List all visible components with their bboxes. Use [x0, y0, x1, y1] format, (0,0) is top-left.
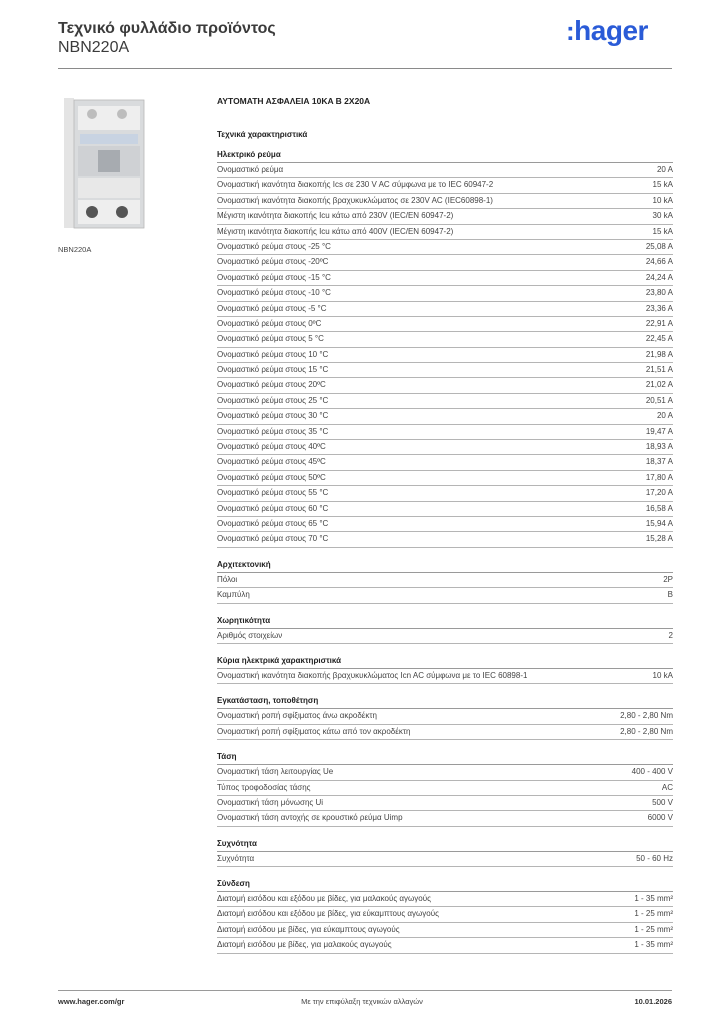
spec-label: Ονομαστικό ρεύμα στους -15 °C	[217, 272, 331, 282]
footer-date: 10.01.2026	[634, 997, 672, 1006]
spec-value: 1 - 25 mm²	[634, 909, 673, 919]
spec-row	[217, 255, 673, 270]
product-code: NBN220A	[58, 39, 130, 56]
spec-value: 50 - 60 Hz	[636, 853, 673, 863]
spec-label: Αριθμός στοιχείων	[217, 630, 283, 640]
spec-value: 15,28 A	[645, 534, 673, 544]
spec-row	[217, 302, 673, 317]
spec-value: 10 kA	[652, 195, 673, 205]
spec-row	[217, 725, 673, 740]
spec-label: Ονομαστικό ρεύμα στους 65 °C	[217, 518, 329, 528]
section-title: Ηλεκτρικό ρεύμα	[217, 148, 673, 163]
spec-label: Ονομαστική ροπή σφίξιματος κάτω από τον ακροδέκτη	[217, 726, 411, 736]
spec-label: Ονομαστικό ρεύμα στους 10 °C	[217, 349, 329, 359]
spec-value: 16,58 A	[645, 503, 673, 513]
section-title: Εγκατάσταση, τοποθέτηση	[217, 694, 673, 709]
spec-value: 20 A	[656, 411, 673, 421]
spec-section	[217, 750, 673, 827]
footer-divider	[58, 990, 672, 991]
spec-label: Ονομαστικό ρεύμα στους 45ºC	[217, 457, 326, 467]
spec-row	[217, 209, 673, 224]
spec-label: Ονομαστικό ρεύμα στους -10 °C	[217, 288, 331, 298]
spec-row	[217, 938, 673, 953]
spec-section	[217, 614, 673, 644]
spec-value: 21,02 A	[645, 380, 673, 390]
spec-value: 18,37 A	[645, 457, 673, 467]
spec-row	[217, 669, 673, 684]
spec-value: 6000 V	[647, 813, 673, 823]
spec-label: Ονομαστικό ρεύμα στους 55 °C	[217, 488, 329, 498]
section-title: Τάση	[217, 750, 673, 765]
spec-value: 2P	[663, 574, 673, 584]
spec-row	[217, 225, 673, 240]
spec-row	[217, 796, 673, 811]
spec-label: Ονομαστικό ρεύμα στους 20ºC	[217, 380, 326, 390]
spec-label: Ονομαστικό ρεύμα στους 70 °C	[217, 534, 329, 544]
spec-value: 24,66 A	[645, 257, 673, 267]
spec-section	[217, 694, 673, 740]
spec-value: 1 - 35 mm²	[634, 940, 673, 950]
product-photo	[58, 96, 200, 236]
spec-value: 21,98 A	[645, 349, 673, 359]
spec-label: Ονομαστικό ρεύμα στους -20ºC	[217, 257, 329, 267]
spec-row	[217, 517, 673, 532]
spec-value: 18,93 A	[645, 442, 673, 452]
spec-value: B	[667, 590, 673, 600]
spec-row	[217, 348, 673, 363]
spec-value: 22,91 A	[645, 318, 673, 328]
spec-row	[217, 378, 673, 393]
spec-row	[217, 629, 673, 644]
spec-value: 2	[668, 630, 673, 640]
spec-value: 10 kA	[652, 670, 673, 680]
product-title: ΑΥΤΟΜΑΤΗ ΑΣΦΑΛΕΙΑ 10KA Β 2Χ20Α	[217, 96, 371, 106]
document-title: Τεχνικό φυλλάδιο προϊόντος	[58, 20, 276, 37]
spec-row	[217, 363, 673, 378]
spec-row	[217, 486, 673, 501]
spec-row	[217, 573, 673, 588]
spec-value: 23,36 A	[645, 303, 673, 313]
spec-row	[217, 811, 673, 826]
spec-value: 24,24 A	[645, 272, 673, 282]
spec-section	[217, 837, 673, 867]
spec-value: 15 kA	[652, 180, 673, 190]
spec-label: Ονομαστική τάση λειτουργίας Ue	[217, 767, 334, 777]
spec-label: Ονομαστικό ρεύμα στους 30 °C	[217, 411, 329, 421]
spec-label: Ονομαστική τάση αντοχής σε κρουστικό ρεύμα Uimp	[217, 813, 403, 823]
spec-label: Ονομαστική τάση μόνωσης Ui	[217, 797, 324, 807]
section-title: Συχνότητα	[217, 837, 673, 852]
spec-label: Ονομαστική ικανότητα διακοπής Ics σε 230 V AC σύμφωνα με το IEC 60947-2	[217, 180, 494, 190]
spec-row	[217, 532, 673, 547]
spec-label: Ονομαστικό ρεύμα στους 40ºC	[217, 442, 326, 452]
spec-value: 500 V	[652, 797, 673, 807]
spec-label: Ονομαστικό ρεύμα στους 0ºC	[217, 318, 322, 328]
spec-row	[217, 394, 673, 409]
spec-label: Ονομαστικό ρεύμα στους -5 °C	[217, 303, 327, 313]
spec-row	[217, 317, 673, 332]
spec-row	[217, 332, 673, 347]
spec-value: 22,45 A	[645, 334, 673, 344]
spec-label: Πόλοι	[217, 574, 238, 584]
spec-label: Διατομή εισόδου με βίδες, για εύκαμπτους αγωγούς	[217, 924, 400, 934]
spec-value: 20 A	[656, 165, 673, 174]
spec-label: Ονομαστικό ρεύμα στους 15 °C	[217, 365, 329, 375]
spec-label: Καμπύλη	[217, 590, 250, 600]
spec-value: 2,80 - 2,80 Nm	[620, 726, 673, 736]
spec-label: Μέγιστη ικανότητα διακοπής Icu κάτω από 400V (IEC/EN 60947-2)	[217, 226, 454, 236]
spec-label: Διατομή εισόδου με βίδες, για μαλακούς αγωγούς	[217, 940, 392, 950]
spec-row	[217, 923, 673, 938]
spec-row	[217, 765, 673, 780]
footer-note: Με την επιφύλαξη τεχνικών αλλαγών	[301, 997, 423, 1006]
spec-row	[217, 781, 673, 796]
spec-row	[217, 471, 673, 486]
spec-value: 15 kA	[652, 226, 673, 236]
section-title: Κύρια ηλεκτρικά χαρακτηριστικά	[217, 654, 673, 669]
spec-value: 21,51 A	[645, 365, 673, 375]
spec-value: 1 - 25 mm²	[634, 924, 673, 934]
spec-label: Ονομαστικό ρεύμα	[217, 165, 284, 174]
spec-label: Συχνότητα	[217, 853, 255, 863]
spec-label: Ονομαστικό ρεύμα στους 35 °C	[217, 426, 329, 436]
spec-value: 30 kA	[652, 211, 673, 221]
spec-row	[217, 194, 673, 209]
spec-row	[217, 178, 673, 193]
spec-value: 20,51 A	[645, 395, 673, 405]
spec-row	[217, 440, 673, 455]
photo-caption: NBN220A	[58, 245, 92, 254]
spec-value: AC	[661, 782, 673, 792]
spec-value: 25,08 A	[645, 241, 673, 251]
spec-label: Διατομή εισόδου και εξόδου με βίδες, για εύκαμπτους αγωγούς	[217, 909, 439, 919]
circuit-breaker-image	[58, 96, 200, 236]
spec-section	[217, 654, 673, 684]
spec-value: 19,47 A	[645, 426, 673, 436]
spec-row	[217, 588, 673, 603]
spec-row	[217, 271, 673, 286]
spec-label: Ονομαστική ροπή σφίξιματος άνω ακροδέκτη	[217, 711, 377, 721]
spec-value: 400 - 400 V	[631, 767, 673, 777]
section-title: Αρχιτεκτονική	[217, 558, 673, 573]
section-title: Χωρητικότητα	[217, 614, 673, 629]
spec-section	[217, 148, 673, 548]
spec-value: 17,80 A	[645, 472, 673, 482]
spec-row	[217, 409, 673, 424]
spec-row	[217, 425, 673, 440]
spec-row	[217, 709, 673, 724]
spec-label: Ονομαστικό ρεύμα στους 50ºC	[217, 472, 326, 482]
hager-logo: :hager	[566, 15, 648, 46]
spec-value: 15,94 A	[645, 518, 673, 528]
spec-row	[217, 907, 673, 922]
spec-row	[217, 455, 673, 470]
spec-label: Μέγιστη ικανότητα διακοπής Icu κάτω από 230V (IEC/EN 60947-2)	[217, 211, 454, 221]
spec-row	[217, 502, 673, 517]
header-divider	[58, 68, 672, 69]
spec-value: 23,80 A	[645, 288, 673, 298]
footer-url[interactable]: www.hager.com/gr	[58, 997, 125, 1006]
spec-label: Ονομαστική ικανότητα διακοπής βραχυκυκλώματος σε 230V AC (IEC60898-1)	[217, 195, 493, 205]
spec-section	[217, 558, 673, 604]
spec-label: Ονομαστική ικανότητα διακοπής βραχυκυκλώματος Icn AC σύμφωνα με το IEC 60898-1	[217, 670, 528, 680]
spec-row	[217, 240, 673, 255]
spec-value: 2,80 - 2,80 Nm	[620, 711, 673, 721]
section-title: Σύνδεση	[217, 877, 673, 892]
spec-row	[217, 163, 673, 178]
spec-label: Ονομαστικό ρεύμα στους 60 °C	[217, 503, 329, 513]
spec-label: Τύπος τροφοδοσίας τάσης	[217, 782, 311, 792]
logo-text: hager	[574, 15, 648, 46]
spec-sections	[217, 148, 673, 954]
spec-label: Ονομαστικό ρεύμα στους 5 °C	[217, 334, 324, 344]
spec-section	[217, 877, 673, 954]
spec-label: Ονομαστικό ρεύμα στους 25 °C	[217, 395, 329, 405]
spec-row	[217, 852, 673, 867]
spec-label: Ονομαστικό ρεύμα στους -25 °C	[217, 241, 331, 251]
spec-content	[217, 92, 673, 954]
spec-row	[217, 286, 673, 301]
spec-label: Διατομή εισόδου και εξόδου με βίδες, για μαλακούς αγωγούς	[217, 894, 431, 904]
spec-value: 1 - 35 mm²	[634, 894, 673, 904]
spec-value: 17,20 A	[645, 488, 673, 498]
tech-title: Τεχνικά χαρακτηριστικά	[217, 130, 308, 139]
spec-row	[217, 892, 673, 907]
